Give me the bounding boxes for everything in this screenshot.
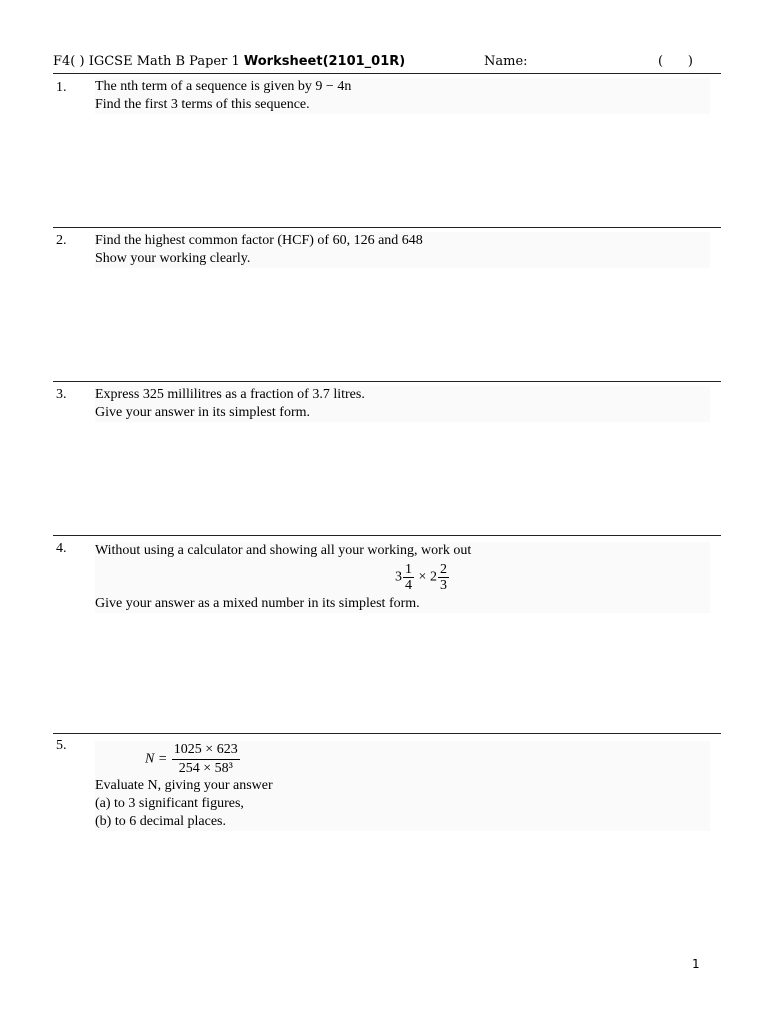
question-4-line-1: Without using a calculator and showing all your working, work out: [95, 543, 472, 558]
question-3-line-1: Express 325 millilitres as a fraction of 3.7 litres.: [95, 387, 365, 402]
header-title: [53, 54, 405, 69]
question-3-line-2: Give your answer in its simplest form.: [95, 405, 311, 420]
question-5-line-3: (b) to 6 decimal places.: [95, 814, 227, 829]
times-sign: ×: [418, 569, 427, 585]
n-denominator: 254 × 58³: [178, 761, 233, 776]
question-4: [95, 542, 710, 613]
question-number-3: 3.: [56, 387, 67, 402]
question-5: [95, 741, 710, 831]
name-label: Name:: [484, 54, 528, 69]
fraction-1: [403, 562, 414, 593]
numerator-1: 1: [405, 562, 413, 577]
question-2: [95, 232, 710, 268]
worksheet-code: Worksheet(2101_01R): [243, 54, 406, 69]
question-number-4: 4.: [56, 541, 67, 556]
question-1: [95, 78, 710, 114]
denominator-1: 4: [405, 578, 413, 593]
question-number-2: 2.: [56, 233, 67, 248]
question-number-5: 5.: [56, 738, 67, 753]
class-number-field: ( ): [658, 54, 693, 69]
question-1-line-1: The nth term of a sequence is given by 9 − 4n: [95, 79, 352, 94]
question-3: [95, 386, 710, 422]
divider: [53, 535, 721, 536]
question-number-1: 1.: [56, 80, 67, 95]
divider: [53, 73, 721, 74]
whole-part-2: 2: [429, 569, 437, 585]
n-numerator: 1025 × 623: [172, 741, 240, 760]
question-2-line-1: Find the highest common factor (HCF) of 60, 126 and 648: [95, 233, 423, 248]
n-fraction: [172, 741, 240, 778]
n-variable: N =: [145, 751, 168, 767]
page-number: 1: [692, 957, 700, 971]
mixed-number-expression: [95, 562, 710, 593]
question-2-line-2: Show your working clearly.: [95, 251, 251, 266]
divider: [53, 227, 721, 228]
n-equation: [95, 741, 710, 777]
divider: [53, 381, 721, 382]
whole-part-1: 3: [395, 569, 403, 585]
question-1-line-2: Find the first 3 terms of this sequence.: [95, 97, 310, 112]
numerator-2: 2: [439, 562, 447, 577]
denominator-2: 3: [439, 578, 447, 593]
divider: [53, 733, 721, 734]
question-5-line-2: (a) to 3 significant figures,: [95, 796, 244, 811]
course-label: F4( ) IGCSE Math B Paper 1: [53, 54, 244, 69]
fraction-2: [438, 562, 449, 593]
worksheet-header: [53, 54, 721, 72]
question-5-line-1: Evaluate N, giving your answer: [95, 778, 273, 793]
question-4-line-2: Give your answer as a mixed number in its simplest form.: [95, 596, 420, 611]
